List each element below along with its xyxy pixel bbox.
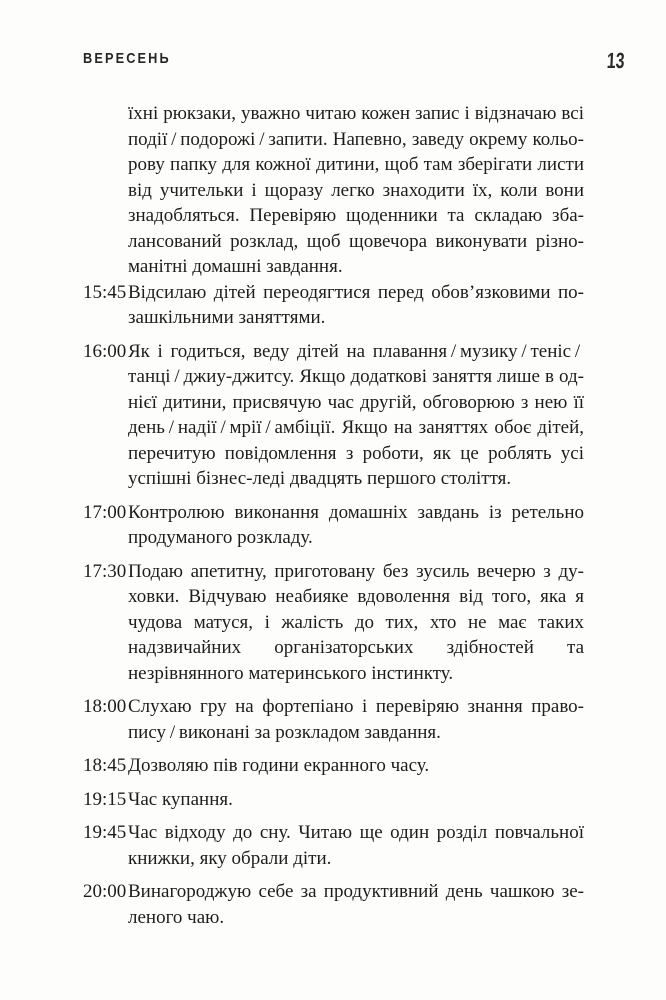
schedule-entry bbox=[83, 280, 584, 331]
page-number: 13 bbox=[605, 48, 625, 73]
schedule-entry bbox=[83, 820, 584, 871]
schedule-entry bbox=[83, 879, 584, 930]
entry-text: Подаю апетитну, приготовану без зусиль вечерю з духовки. Відчуваю неабияке вдоволення від того, яка я чудова матуся, і жалість до тих, хто не має таких надзвичайних організаторських здібностей та незрівнянного материнського інстинкту. bbox=[128, 560, 584, 684]
continuation-paragraph: їхні рюкзаки, уважно читаю кожен запис і відзначаю всі події / подорожі / запити. Напевно, заведу окрему кольорову папку для кожної дитини, щоб там зберігати листи від учительки і щоразу легко знаходити їх, коли вони знадобляться. Перевіряю щоденники та складаю збалансований розклад, щоб щовечора виконувати різноманітні домашні завдання. bbox=[128, 103, 584, 277]
entry-text: Винагороджую себе за продуктивний день чашкою зеленого чаю. bbox=[128, 881, 584, 928]
entry-time: 19:45 bbox=[83, 822, 127, 843]
schedule-entry bbox=[83, 559, 584, 687]
entry-time: 17:30 bbox=[83, 560, 127, 582]
entry-time: 15:45 bbox=[83, 281, 127, 303]
running-title: ВЕРЕСЕНЬ bbox=[83, 50, 171, 67]
entry-text: Час відходу до сну. Читаю ще один розділ повчальної книжки, яку обрали діти. bbox=[128, 822, 584, 869]
schedule-entry bbox=[83, 694, 584, 745]
entry-text: Час купання. bbox=[128, 788, 233, 810]
entry-time: 18:00 bbox=[83, 696, 127, 717]
daily-schedule-text bbox=[83, 101, 584, 938]
schedule-entry bbox=[83, 500, 584, 551]
entry-text: Дозволяю пів години екранного часу. bbox=[128, 755, 430, 776]
entry-text: Як і годиться, веду дітей на плавання / музику / теніс / танці / джиу-джитсу. Якщо додаткові заняття лише в однієї дитини, присвячую час другій, обговорюю з нею її день / надії / мрії / амбіції. Якщо на заняттях обоє дітей, перечитую повідомлення з роботи, як це роблять усі успішні бізнес-леді двадцять першого століття. bbox=[128, 340, 584, 489]
schedule-entry bbox=[83, 339, 584, 492]
entry-time: 18:45 bbox=[83, 755, 127, 776]
entry-text: Відсилаю дітей переодягтися перед обов’язковими позашкільними заняттями. bbox=[128, 281, 584, 328]
schedule-entry bbox=[83, 787, 584, 813]
entry-time: 16:00 bbox=[83, 340, 127, 362]
page-header bbox=[83, 50, 624, 72]
entry-time: 17:00 bbox=[83, 501, 127, 523]
entry-text: Контролюю виконання домашніх завдань із ретельно продуманого розкладу. bbox=[128, 501, 584, 548]
entry-time: 19:15 bbox=[83, 788, 127, 810]
schedule-entry bbox=[83, 753, 584, 779]
entry-text: Слухаю гру на фортепіано і перевіряю знання правопису / виконані за розкладом завдання. bbox=[128, 696, 584, 743]
entry-time: 20:00 bbox=[83, 881, 127, 902]
